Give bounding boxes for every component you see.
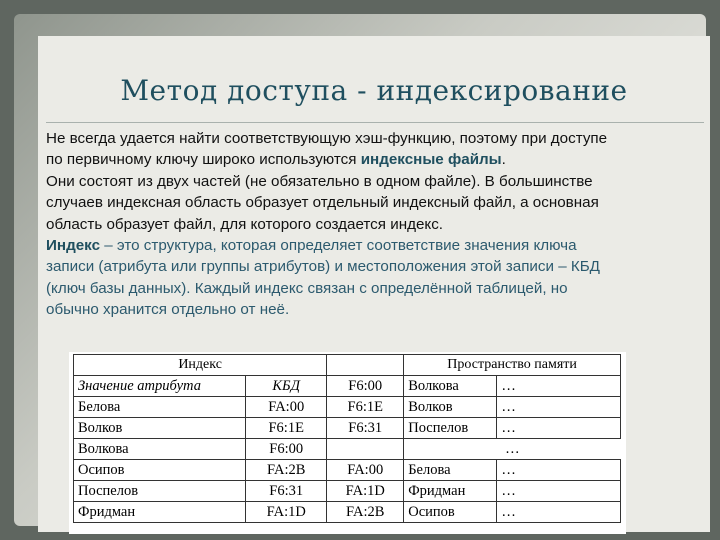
name-cell: Волкова [404,376,497,397]
header-memory-space: Пространство памяти [404,355,621,376]
kbd-cell: F6:31 [246,481,327,502]
body-span: по первичному ключу широко используются [46,151,361,169]
attr-cell: Волков [74,418,246,439]
kbd-cell: FA:00 [246,397,327,418]
body-line: Не всегда удается найти соответствующую хэш-функцию, поэтому при доступе [46,130,608,147]
attr-cell: Фридман [74,502,246,523]
kbd-cell: F6:1E [246,418,327,439]
body-line: (ключ базы данных). Каждый индекс связан с определённой таблицей, но [46,279,568,297]
body-line [46,149,706,170]
table-row [74,418,621,439]
kbd-cell: FA:1D [246,502,327,523]
table-row [74,481,621,502]
slide-title: Метод доступа - индексирование [120,74,628,107]
more-cell: … [497,502,621,523]
body-line [46,235,706,256]
table-row [74,460,621,481]
more-cell: … [497,397,621,418]
kbd-cell: F6:00 [246,439,327,460]
addr-gap [327,439,404,460]
more-cell: … [497,418,621,439]
table-header-row [74,355,621,376]
body-span: . [501,151,506,169]
attr-cell: Волкова [74,439,246,460]
title-divider [46,122,704,123]
keyword-index-files: индексные файлы [360,151,502,169]
name-cell: Поспелов [404,418,497,439]
body-line: область образует файл, для которого создается индекс. [46,215,444,233]
addr-cell: FA:2B [327,502,404,523]
kbd-cell: FA:2B [246,460,327,481]
ellipsis-cell: … [505,440,520,457]
addr-cell: FA:00 [327,460,404,481]
index-table-figure [69,352,626,534]
attr-cell: Осипов [74,460,246,481]
slide [38,36,710,532]
name-cell: Белова [404,460,497,481]
addr-cell: F6:00 [327,376,404,397]
body-text [46,128,706,321]
table-row [74,376,621,397]
header-gap [327,355,404,376]
addr-cell: F6:31 [327,418,404,439]
body-line: Они состоят из двух частей (не обязательно в одном файле). В большинстве [46,172,593,190]
body-line: обычно хранится отдельно от неё. [46,301,290,319]
attr-cell: Белова [74,397,246,418]
more-cell: … [497,481,621,502]
col-attr-header: Значение атрибута [74,376,246,397]
addr-cell: F6:1E [327,397,404,418]
name-cell: Фридман [404,481,497,502]
body-line: случаев индексная область образует отдельный индексный файл, а основная [46,194,599,212]
attr-cell: Поспелов [74,481,246,502]
name-cell: Волков [404,397,497,418]
header-index: Индекс [74,355,327,376]
table-row [74,439,621,460]
table-row [74,397,621,418]
more-cell: … [497,376,621,397]
keyword-index: Индекс [46,237,101,255]
col-kbd-header: КБД [246,376,327,397]
body-span: – это структура, которая определяет соответствие значения ключа [100,237,577,255]
body-line: записи (атрибута или группы атрибутов) и местоположения этой записи – КБД [46,258,600,276]
addr-cell: FA:1D [327,481,404,502]
table-row [74,502,621,523]
more-cell: … [497,460,621,481]
slide-frame [14,14,706,526]
name-cell: Осипов [404,502,497,523]
index-table [73,354,621,523]
